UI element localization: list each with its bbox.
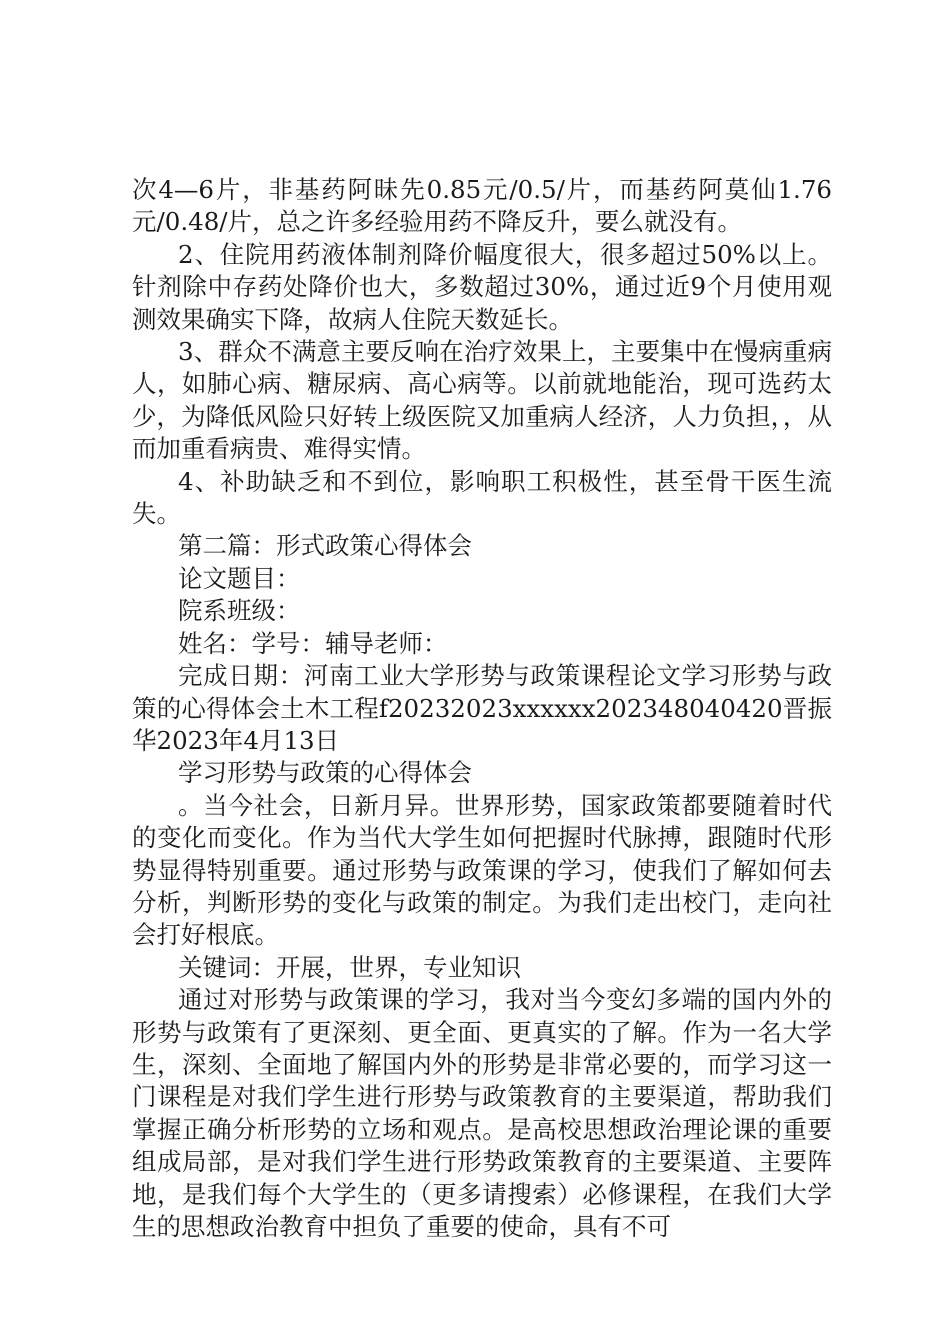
abstract-paragraph: 。当今社会，日新月异。世界形势，国家政策都要随着时代的变化而变化。作为当代大学生如何把握时代脉搏，跟随时代形势显得特别重要。通过形势与政策课的学习，使我们了解如何去分析，判断形势的变化与政策的制定。为我们走出校门，走向社会打好根底。 <box>132 790 832 950</box>
field-department-class: 院系班级： <box>178 596 301 626</box>
field-thesis-title: 论文题目： <box>178 563 301 593</box>
paragraph-item-2-inpatient: 2、住院用药液体制剂降价幅度很大，很多超过50%以上。针剂除中存药处降价也大，多数超过30%，通过近9个月使用观测效果确实下降，故病人住院天数延长。 <box>132 239 832 334</box>
paragraph-drug-prices: 次4—6片，非基药阿昧先0.85元/0.5/片，而基药阿莫仙1.76元/0.48/片，总之许多经验用药不降反升，要么就没有。 <box>132 175 832 237</box>
paragraph-item-4-subsidy: 4、补助缺乏和不到位，影响职工积极性，甚至骨干医生流失。 <box>132 466 832 529</box>
keywords-line: 关键词：开展，世界，专业知识 <box>178 952 521 982</box>
document-body <box>132 174 832 1243</box>
field-completion-date: 完成日期：河南工业大学形势与政策课程论文学习形势与政策的心得体会土木工程f20232023xxxxxx202348040420晋振华2023年4月13日 <box>132 661 832 755</box>
essay-title: 学习形势与政策的心得体会 <box>178 758 472 788</box>
paragraph-item-3-complaints: 3、群众不满意主要反响在治疗效果上，主要集中在慢病重病人，如肺心病、糖尿病、高心病等。以前就地能治，现可选药太少，为降低风险只好转上级医院又加重病人经济，人力负担，，从而加重看病贵、难得实情。 <box>132 337 832 464</box>
field-name-id-advisor: 姓名：学号：辅导老师： <box>178 628 448 658</box>
section-heading-part-two: 第二篇：形式政策心得体会 <box>178 531 472 561</box>
body-paragraph: 通过对形势与政策课的学习，我对当今变幻多端的国内外的形势与政策有了更深刻、更全面、更真实的了解。作为一名大学生，深刻、全面地了解国内外的形势是非常必要的，而学习这一门课程是对我们学生进行形势与政策教育的主要渠道，帮助我们掌握正确分析形势的立场和观点。是高校思想政治理论课的重要组成局部，是对我们学生进行形势政策教育的主要渠道、主要阵地，是我们每个大学生的（更多请搜索）必修课程，在我们大学生的思想政治教育中担负了重要的使命，具有不可 <box>132 985 832 1241</box>
